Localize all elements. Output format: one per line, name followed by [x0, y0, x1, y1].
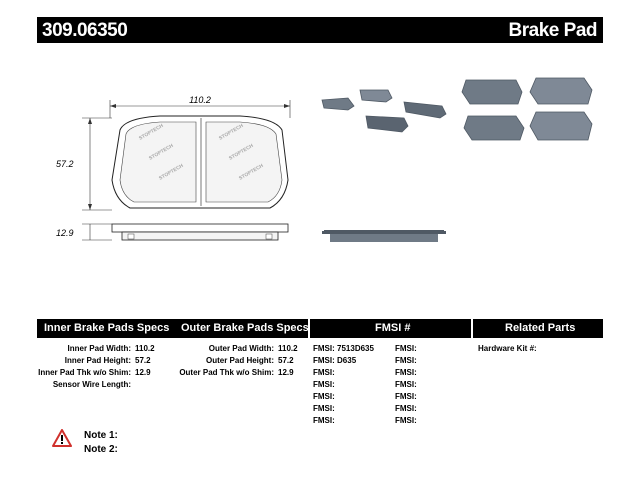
part-number: 309.06350 [42, 20, 128, 41]
fmsi-label: FMSI: [313, 380, 335, 389]
specs-header-fmsi [310, 319, 471, 338]
table-row [478, 344, 537, 353]
spec-value: 110.2 [135, 344, 155, 353]
fmsi-value: D635 [337, 356, 357, 365]
spec-value: 110.2 [278, 344, 298, 353]
product-photo-side [322, 230, 446, 242]
spec-value: 57.2 [135, 356, 151, 365]
spec-label: Outer Pad Width: [208, 344, 274, 353]
fmsi-label: FMSI: [395, 368, 417, 377]
spec-label: Inner Pad Width: [67, 344, 131, 353]
table-row [313, 416, 335, 425]
note-1 [84, 430, 118, 441]
table-row [395, 368, 417, 377]
spec-value: 12.9 [135, 368, 151, 377]
table-row [313, 380, 335, 389]
inner-specs-table [37, 344, 167, 394]
watermark-1: STOPTECH [138, 122, 165, 142]
outer-specs-heading: Outer Brake Pads Specs [181, 322, 309, 334]
watermark-5: STOPTECH [228, 142, 255, 162]
note-label: Note 1: [84, 430, 118, 441]
note-label: Note 2: [84, 444, 118, 455]
table-row [395, 344, 417, 353]
table-row [313, 368, 335, 377]
inner-specs-heading: Inner Brake Pads Specs [44, 322, 170, 334]
specs-header-related [473, 319, 603, 338]
watermark-6: STOPTECH [238, 162, 265, 182]
fmsi-heading: FMSI # [375, 322, 411, 334]
height-label: 57.2 [56, 159, 74, 169]
width-dimension [110, 95, 290, 118]
specs-header-left [37, 319, 308, 338]
product-photo-set-1 [322, 90, 446, 132]
pad-front-view [112, 116, 288, 208]
note-2 [84, 444, 118, 455]
fmsi-label: FMSI: [313, 368, 335, 377]
table-row [313, 344, 374, 353]
table-row [313, 392, 335, 401]
fmsi-label: FMSI: [395, 356, 417, 365]
outer-specs-table [170, 344, 308, 384]
product-photo-set-2 [462, 78, 592, 140]
fmsi-label: FMSI: [395, 392, 417, 401]
watermark-3: STOPTECH [158, 162, 185, 182]
fmsi-table-left [313, 344, 393, 430]
table-row [395, 356, 417, 365]
fmsi-label: FMSI: [395, 344, 417, 353]
product-type: Brake Pad [508, 20, 597, 41]
table-row [395, 404, 417, 413]
pad-side-view [56, 224, 288, 240]
width-label: 110.2 [189, 95, 211, 105]
spec-label: Inner Pad Height: [64, 356, 131, 365]
fmsi-label: FMSI: [313, 392, 335, 401]
spec-value: 12.9 [278, 368, 294, 377]
fmsi-label: FMSI: [313, 416, 335, 425]
related-heading: Related Parts [505, 322, 576, 334]
spec-label: Outer Pad Height: [205, 356, 274, 365]
height-dimension [56, 118, 112, 210]
fmsi-label: FMSI: [395, 416, 417, 425]
watermark-2: STOPTECH [148, 142, 175, 162]
warning-icon [52, 429, 72, 447]
fmsi-table-right [395, 344, 471, 430]
spec-label: Sensor Wire Length: [52, 380, 131, 389]
spec-label: Inner Pad Thk w/o Shim: [38, 368, 131, 377]
fmsi-label: FMSI: [313, 356, 335, 365]
table-row [313, 404, 335, 413]
table-row [395, 392, 417, 401]
fmsi-label: FMSI: [395, 404, 417, 413]
thickness-label: 12.9 [56, 228, 74, 238]
spec-value: 57.2 [278, 356, 294, 365]
table-row [313, 356, 356, 365]
table-row [395, 416, 417, 425]
table-row [395, 380, 417, 389]
hardware-kit-label: Hardware Kit #: [478, 344, 537, 353]
spec-label: Outer Pad Thk w/o Shim: [179, 368, 274, 377]
fmsi-value: 7513D635 [337, 344, 374, 353]
watermark-4: STOPTECH [218, 122, 245, 142]
fmsi-label: FMSI: [313, 404, 335, 413]
related-parts-table [478, 344, 603, 358]
fmsi-label: FMSI: [395, 380, 417, 389]
fmsi-label: FMSI: [313, 344, 335, 353]
